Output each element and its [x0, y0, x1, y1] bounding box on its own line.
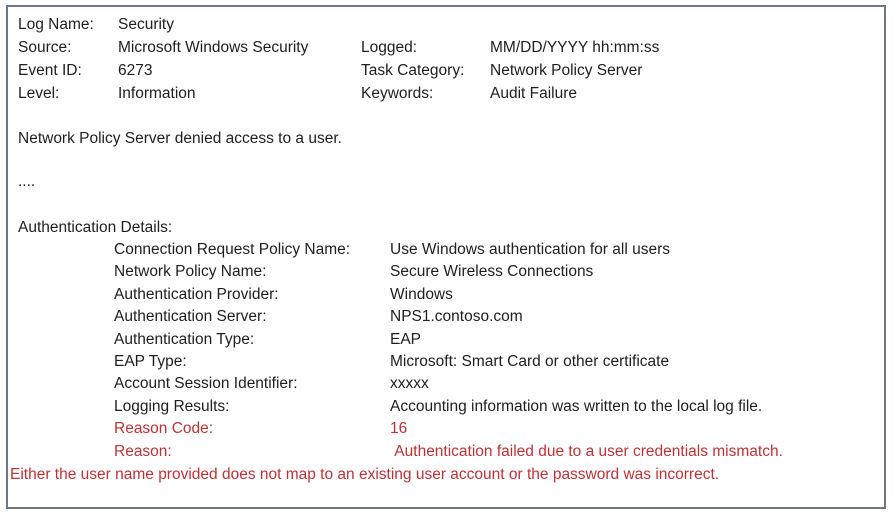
- detail-value: Secure Wireless Connections: [390, 263, 594, 281]
- header-row: [18, 13, 874, 36]
- detail-value: Authentication failed due to a user credentials mismatch.: [390, 442, 783, 460]
- detail-value: Microsoft: Smart Card or other certificate: [390, 353, 670, 371]
- field-value: 6273: [118, 62, 153, 79]
- field-label: Keywords:: [361, 85, 434, 102]
- field-label: Level:: [18, 85, 60, 102]
- field-label: Event ID:: [18, 62, 82, 79]
- detail-row: [114, 418, 874, 440]
- detail-value: NPS1.contoso.com: [390, 308, 523, 326]
- field-value: Network Policy Server: [490, 62, 643, 79]
- header-row: [18, 59, 874, 82]
- detail-label: EAP Type:: [114, 353, 187, 371]
- detail-label: Account Session Identifier:: [114, 375, 298, 393]
- event-description: Network Policy Server denied access to a user.: [18, 130, 342, 147]
- detail-label: Authentication Type:: [114, 330, 255, 348]
- header-row: [18, 36, 874, 59]
- detail-value: Windows: [390, 285, 453, 303]
- field-value: Microsoft Windows Security: [118, 39, 309, 56]
- detail-label: Authentication Server:: [114, 308, 267, 326]
- field-label: [361, 13, 490, 36]
- detail-label: Logging Results:: [114, 397, 230, 415]
- header-grid: [18, 13, 874, 105]
- detail-value: xxxxx: [390, 375, 429, 393]
- detail-row: [114, 284, 874, 306]
- ellipsis-text: ....: [18, 173, 36, 190]
- header-row: [18, 82, 874, 105]
- field-value: [490, 13, 874, 36]
- authentication-details-heading: Authentication Details:: [18, 219, 173, 236]
- field-value: Security: [118, 16, 174, 33]
- field-value: MM/DD/YYYY hh:mm:ss: [490, 39, 660, 56]
- field-value: Audit Failure: [490, 85, 578, 102]
- detail-value: 16: [390, 420, 408, 438]
- detail-label: Connection Request Policy Name:: [114, 241, 351, 258]
- detail-value: Accounting information was written to the local log file.: [390, 397, 763, 415]
- detail-row: [114, 373, 874, 395]
- field-label: Source:: [18, 39, 72, 56]
- detail-label: Reason Code:: [114, 420, 214, 438]
- detail-label: Network Policy Name:: [114, 263, 267, 281]
- detail-row: [114, 351, 874, 373]
- detail-label: Reason:: [114, 442, 172, 460]
- detail-value: EAP: [390, 330, 422, 348]
- detail-row: [114, 441, 874, 463]
- detail-value: Use Windows authentication for all users: [390, 241, 670, 258]
- detail-row: [114, 396, 874, 418]
- field-label: Logged:: [361, 39, 418, 56]
- reason-footnote: Either the user name provided does not map to an existing user account or the password was incorrect.: [10, 466, 720, 484]
- details-grid: [18, 239, 874, 463]
- field-label: Task Category:: [361, 62, 465, 79]
- detail-label: Authentication Provider:: [114, 285, 279, 303]
- field-value: Information: [118, 85, 196, 102]
- detail-row: [114, 239, 874, 261]
- field-label: Log Name:: [18, 16, 94, 33]
- detail-row: [114, 261, 874, 283]
- detail-row: [114, 329, 874, 351]
- detail-row: [114, 306, 874, 328]
- event-log-panel: [6, 5, 886, 509]
